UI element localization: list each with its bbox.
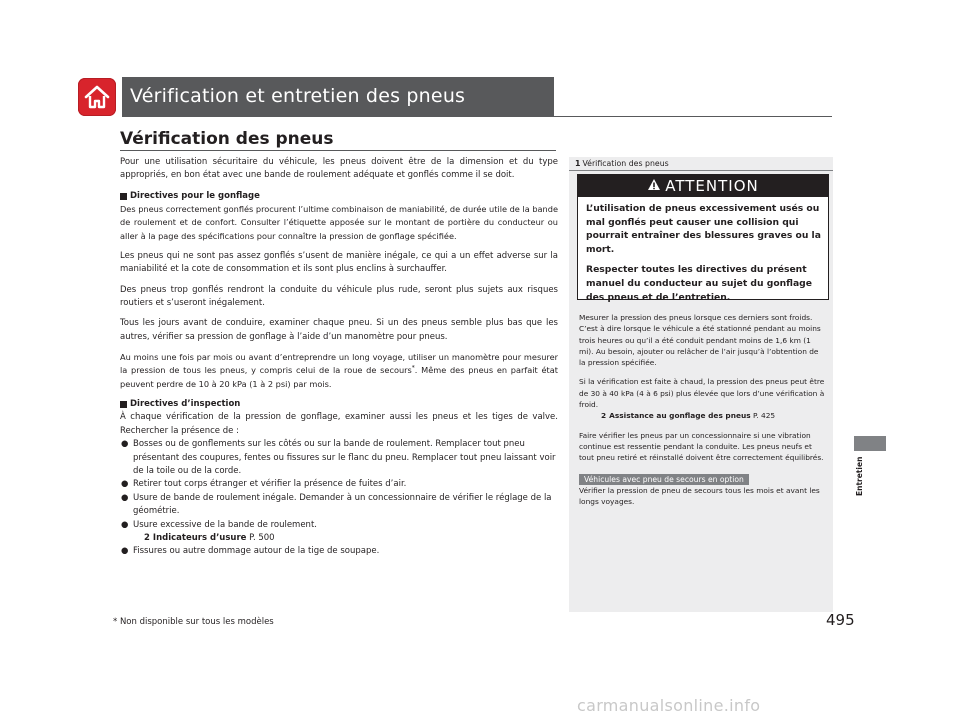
section-divider (120, 150, 556, 151)
chapter-title: Vérification et entretien des pneus (130, 85, 466, 107)
xref-arrow-icon: 2 (144, 532, 150, 543)
side-notes (579, 312, 825, 515)
chapter-tab-label: Entretien (855, 456, 864, 496)
list-item: ● Usure excessive de la bande de roulement. (120, 519, 558, 532)
attention-body (586, 202, 822, 311)
intro-paragraph: Pour une utilisation sécuritaire du véhicule, les pneus doivent être de la dimension et du type appropriés, en bon état avec une bande de roulement adéquate et gonflés comme il se doit. (120, 157, 558, 181)
side-heading-marker-icon: 1 (575, 159, 581, 168)
square-bullet-icon (120, 193, 127, 200)
bullet-icon: ● (121, 519, 129, 530)
chapter-tab[interactable] (854, 436, 886, 451)
wear-indicator-link[interactable]: 2 Indicateurs d’usure P. 500 (144, 532, 275, 543)
list-item: ● Bosses ou de gonflements sur les côtés ou sur la bande de roulement. Remplacer tout pneu présentant des coupures, fentes ou fissures sur le flanc du pneu. Remplacer tout pneu laissant voir de la toile ou de la corde. (121, 439, 556, 476)
inspection-heading (120, 398, 558, 411)
inflation-heading-text: Directives pour le gonflage (130, 190, 260, 201)
bullet-icon: ● (121, 479, 129, 490)
warning-triangle-icon (647, 178, 661, 195)
monthly-check-paragraph (120, 351, 558, 391)
footnote-marker: * (411, 364, 415, 372)
attention-header (578, 175, 828, 197)
over-inflated-paragraph: Des pneus trop gonflés rendront la conduite du véhicule plus rude, seront plus sujets aux risques routiers et s’useront inégalement. (120, 284, 558, 309)
side-paragraph-3: Faire vérifier les pneus par un concessionnaire si une vibration continue est ressentie pendant la conduite. Les pneus neufs et tout pneu retiré et réinstallé doivent être correctement équilibrés. (579, 430, 824, 463)
under-inflated-paragraph: Les pneus qui ne sont pas assez gonflés s’usent de manière inégale, ce qui a un effet adverse sur la maniabilité et la cote de consommation et ils sont plus enclins à surchauffer. (120, 250, 558, 275)
vehicle-label-row (579, 472, 825, 485)
inspection-list (120, 438, 558, 559)
watermark: carmanualsonline.info (577, 696, 761, 715)
optional-spare-label: Véhicules avec pneu de secours en option (579, 474, 749, 485)
inflation-heading (120, 190, 558, 203)
home-button[interactable] (78, 78, 116, 116)
attention-box (577, 174, 829, 303)
square-bullet-icon (120, 401, 127, 408)
inflation-paragraph: Des pneus correctement gonflés procurent l’ultime combinaison de maniabilité, de durée utile de la bande de roulement et de confort. Consulter l’étiquette apposée sur le montant de portière du conducteur ou aller à la page des spécifications pour connaître la pression de gonflage spécifiée. (120, 204, 558, 241)
side-heading-divider (569, 170, 833, 171)
warning-text-1: L’utilisation de pneus excessivement usés ou mal gonflés peut causer une collision qui pourrait entraîner des blessures graves ou la mort. (586, 203, 821, 255)
section-title: Vérification des pneus (120, 129, 334, 149)
monthly-check-text: Au moins une fois par mois ou avant d’entreprendre un long voyage, utiliser un manomètre pour mesurer la pression de tous les pneus, y compris celui de la roue de secours (120, 352, 558, 376)
home-icon (83, 84, 111, 110)
monthly-check-text-end: . Même des pneus en parfait état peuvent perdre de 10 à 20 kPa (1 à 2 psi) par mois. (120, 365, 558, 389)
list-item: ● Fissures ou autre dommage autour de la tige de soupape. (120, 545, 558, 558)
side-paragraph-1: Mesurer la pression des pneus lorsque ces derniers sont froids. C’est à dire lorsque le véhicule a été stationné pendant au moins trois heures ou qu’il a été conduit pendant moins de 1,6 km (1 mi). Au besoin, ajouter ou relâcher de l’air jusqu’à l’obtention de la pression spécifiée. (579, 313, 821, 368)
chapter-title-bar (122, 77, 554, 116)
bullet-icon: ● (121, 546, 129, 557)
side-heading: 1 Vérification des pneus (575, 159, 669, 168)
side-notes-panel (569, 157, 833, 612)
daily-check-paragraph: Tous les jours avant de conduire, examiner chaque pneu. Si un des pneus semble plus bas que les autres, vérifier sa pression de gonflage à l’aide d’un manomètre pour pneus. (120, 318, 558, 342)
footnote: * Non disponible sur tous les modèles (113, 617, 274, 627)
side-paragraph-2: Si la vérification est faite à chaud, la pression des pneus peut être de 30 à 40 kPa (4 à 6 psi) plus élevée que lors d’une vérification à froid. (579, 377, 825, 410)
bullet-icon: ● (121, 492, 129, 503)
inspection-intro: À chaque vérification de la pression de gonflage, examiner aussi les pneus et les tiges de valve. Rechercher la présence de : (120, 412, 558, 436)
bullet-icon: ● (121, 439, 129, 450)
xref-arrow-icon: 2 (601, 411, 607, 421)
warning-text-2: Respecter toutes les directives du présent manuel du conducteur au sujet du gonflage des pneus et de l’entretien. (586, 264, 812, 303)
page-number: 495 (826, 611, 855, 629)
main-text (120, 156, 558, 559)
side-paragraph-4: Vérifier la pression de pneu de secours tous les mois et avant les longs voyages. (579, 485, 820, 507)
list-item: ● Usure de bande de roulement inégale. Demander à un concessionnaire de vérifier le réglage de la géométrie. (121, 492, 552, 517)
attention-label: ATTENTION (665, 177, 759, 195)
list-item: ● Retirer tout corps étranger et vérifier la présence de fuites d’air. (120, 478, 558, 491)
inspection-heading-text: Directives d’inspection (130, 398, 241, 409)
tire-inflation-assist-link[interactable]: 2 Assistance au gonflage des pneus P. 425 (601, 411, 776, 421)
title-divider (122, 116, 832, 117)
